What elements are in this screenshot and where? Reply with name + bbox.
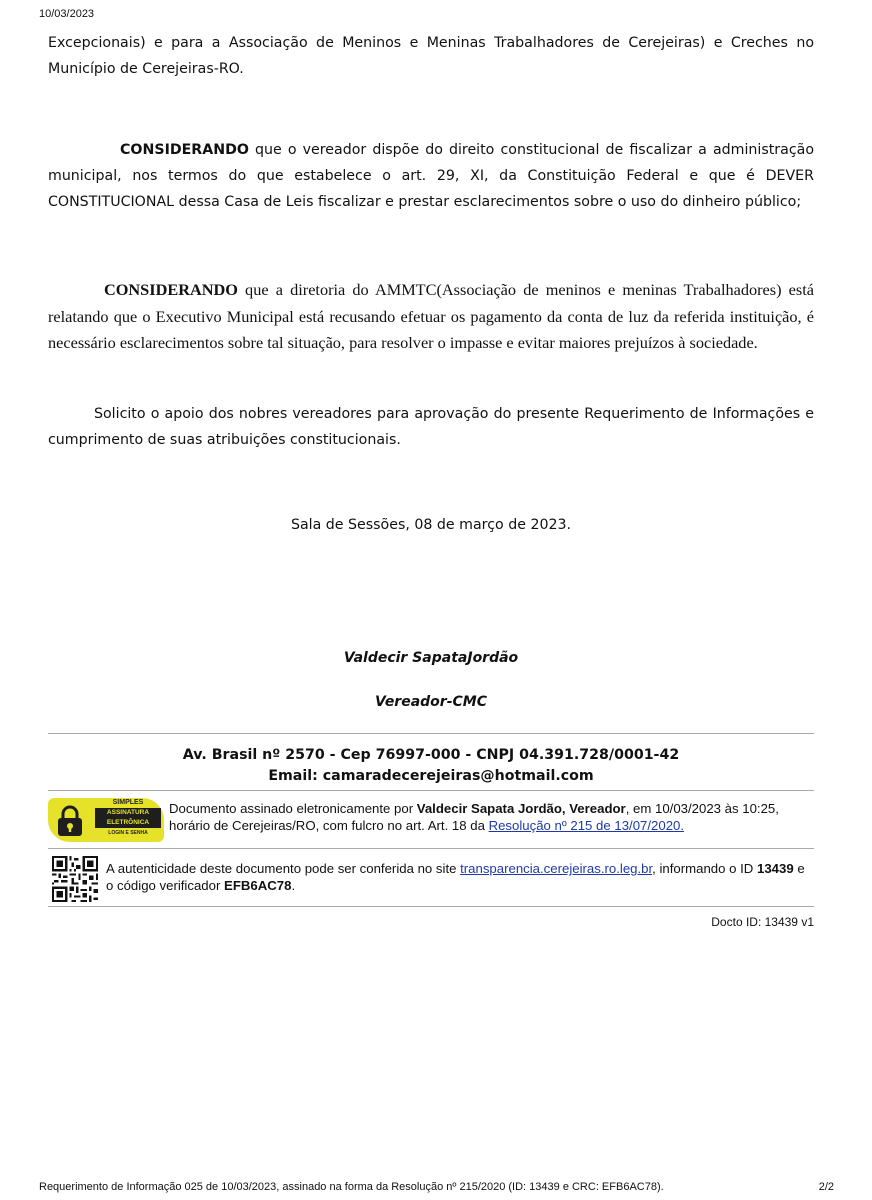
paragraph-text: que o vereador dispõe do direito constitucional de fiscalizar a administração municipal, nos termos do que estabelece o art. 29, XI, da Constituição Federal e que é DEVER CONSTITUCIONAL dessa Casa de Leis fiscalizar e prestar esclarecimentos sobre o uso do dinheiro público;	[48, 142, 814, 210]
page-number: 2/2	[818, 1181, 834, 1193]
statement-signer: Valdecir Sapata Jordão, Vereador	[416, 801, 626, 816]
authenticity-text: A autenticidade deste documento pode ser conferida no site	[106, 861, 461, 876]
transparency-link[interactable]: transparencia.cerejeiras.ro.leg.br	[460, 861, 653, 876]
paragraph-considerando-1	[48, 137, 814, 215]
paragraph-solicito: Solicito o apoio dos nobres vereadores para aprovação do presente Requerimento de Informações e cumprimento de suas atribuições constitucionais.	[48, 406, 814, 448]
authenticity-text: .	[291, 877, 296, 893]
authenticity-text: , informando o ID	[652, 861, 757, 876]
badge-label-login: LOGIN E SENHA	[108, 830, 148, 836]
divider	[48, 848, 814, 849]
lock-icon	[56, 805, 84, 837]
statement-text: Documento assinado eletronicamente por	[169, 801, 417, 816]
verification-code: EFB6AC78	[224, 877, 292, 893]
signature-statement	[169, 801, 815, 834]
print-date: 10/03/2023	[39, 8, 95, 20]
divider	[48, 906, 814, 907]
signer-name: Valdecir SapataJordão	[343, 650, 519, 666]
resolution-link[interactable]: Resolução nº 215 de 13/07/2020.	[488, 817, 685, 833]
authenticity-text: e o código verificador	[106, 861, 805, 893]
signer-role: Vereador-CMC	[375, 694, 487, 710]
divider	[48, 733, 814, 734]
considerando-label: CONSIDERANDO	[120, 142, 249, 158]
paragraph-continuation: Excepcionais) e para a Associação de Meninos e Meninas Trabalhadores de Cerejeiras) e Creches no Município de Cerejeiras-RO.	[48, 35, 814, 77]
page-footer-reference: Requerimento de Informação 025 de 10/03/2023, assinado na forma da Resolução nº 215/2020 (ID: 13439 e CRC: EFB6AC78).	[39, 1181, 664, 1193]
statement-text: , em 10/03/2023 às 10:25, horário de Cerejeiras/RO, com fulcro no art. Art. 18 da	[169, 801, 779, 833]
paragraph-considerando-2	[48, 277, 814, 357]
divider	[48, 790, 814, 791]
footer-email: Email: camaradecerejeiras@hotmail.com	[268, 768, 594, 784]
considerando-label: CONSIDERANDO	[104, 280, 238, 299]
footer-address: Av. Brasil nº 2570 - Cep 76997-000 - CNPJ 04.391.728/0001-42	[182, 747, 680, 763]
badge-label-assinatura: ASSINATURA ELETRÔNICA	[95, 808, 161, 828]
qr-code-icon	[52, 856, 98, 902]
paragraph-text: que a diretoria do AMMTC(Associação de meninos e meninas Trabalhadores) está relatando que o Executivo Municipal está recusando efetuar os pagamento da conta de luz da referida instituição, é necessário esclarecimentos sobre tal situação, para resolver o impasse e evitar maiores prejuízos à sociedade.	[48, 280, 814, 352]
docto-id: Docto ID: 13439 v1	[711, 915, 814, 929]
authenticity-statement	[106, 861, 815, 894]
badge-label-simples: SIMPLES	[112, 799, 144, 806]
date-line: Sala de Sessões, 08 de março de 2023.	[290, 517, 572, 533]
document-id: 13439	[757, 861, 794, 876]
